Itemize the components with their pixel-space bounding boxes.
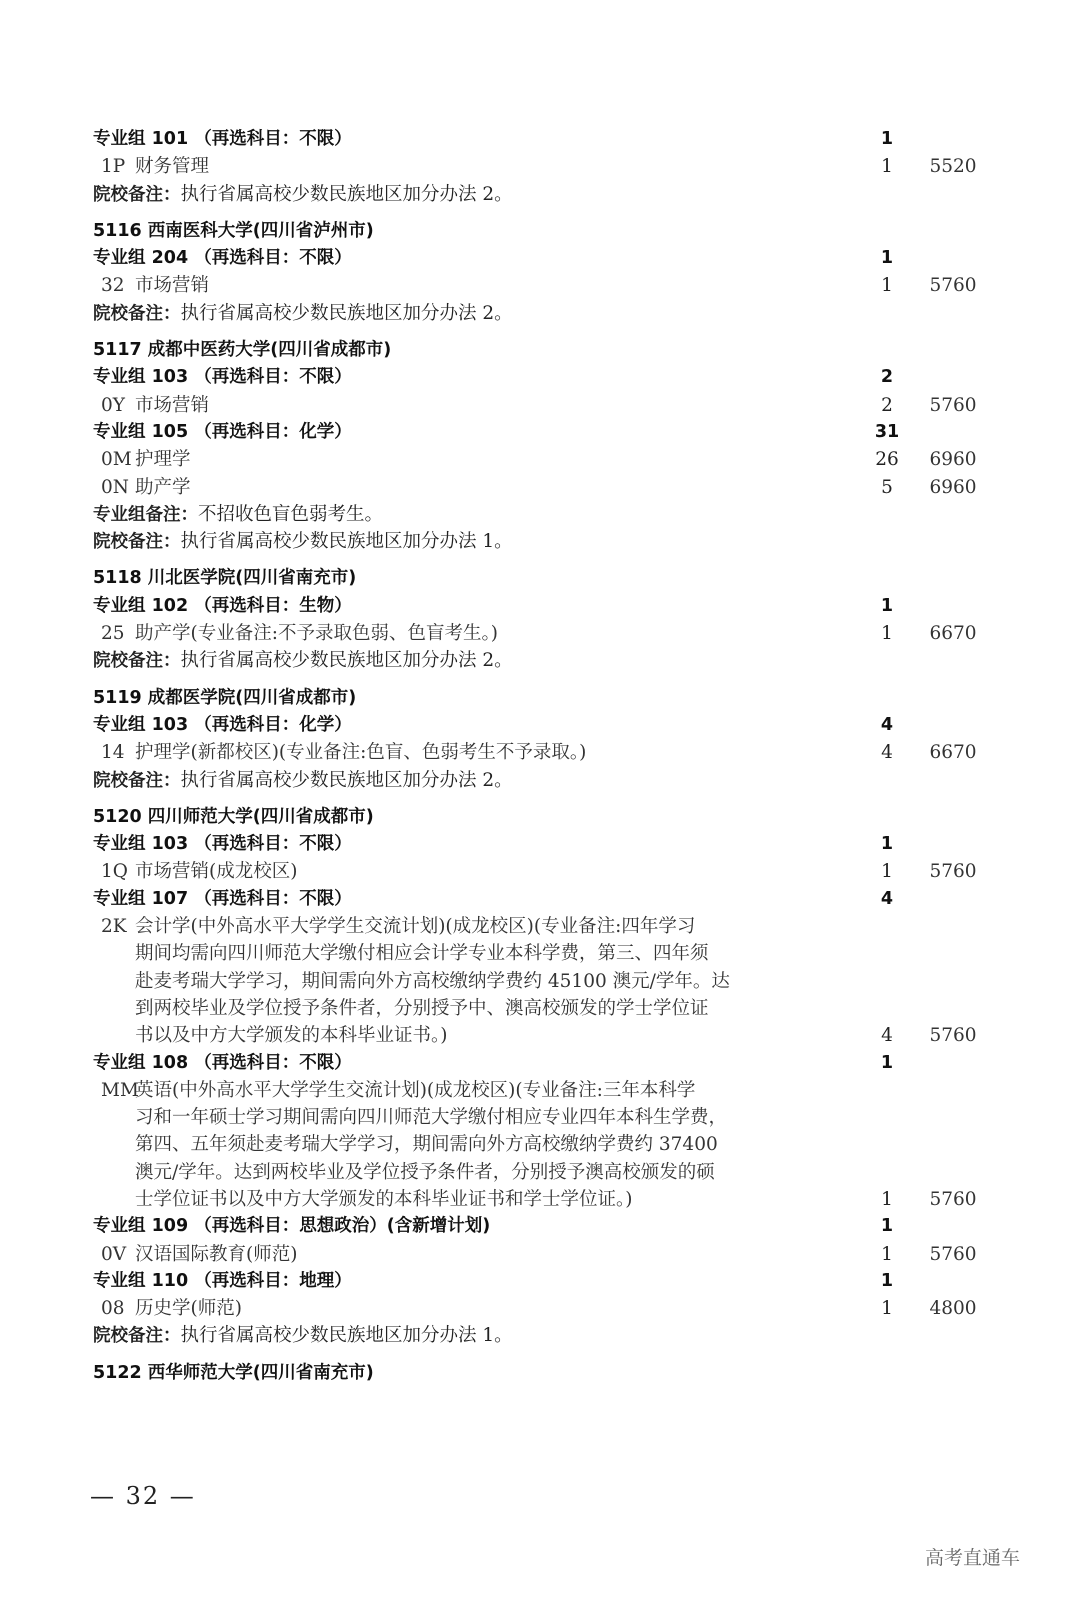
tuition-fee: 6670 — [929, 742, 977, 764]
major-row — [93, 272, 993, 299]
major-code: 14 — [101, 742, 125, 764]
group-plan-count: 4 — [880, 888, 894, 909]
group-plan-count: 1 — [880, 1270, 894, 1291]
remark-label: 院校备注： — [93, 532, 181, 553]
remark-row — [93, 528, 993, 555]
group-title: 专业组 101 （再选科目：不限） — [93, 129, 352, 149]
major-group-row — [93, 245, 993, 272]
remark-text: 执行省属高校少数民族地区加分办法 1。 — [180, 1325, 513, 1347]
major-plan-count: 4 — [881, 742, 893, 764]
major-group-row — [93, 1213, 993, 1240]
major-plan-count: 5 — [881, 476, 893, 498]
remark-label: 专业组备注： — [93, 504, 198, 525]
school-header: 5118 川北医学院(四川省南充市) — [93, 568, 357, 589]
school-header: 5117 成都中医药大学(四川省成都市) — [93, 340, 392, 361]
major-row-continuation — [93, 1131, 993, 1158]
major-row — [93, 474, 993, 501]
major-plan-count: 1 — [881, 1243, 893, 1265]
major-row-continuation — [93, 968, 993, 995]
group-title: 专业组 103 （再选科目：化学） — [93, 714, 352, 735]
major-plan-count: 1 — [881, 861, 893, 883]
major-code: 08 — [101, 1298, 125, 1320]
major-code: 32 — [101, 275, 125, 297]
remark-label: 院校备注： — [93, 651, 181, 672]
major-name-line: 士学位证书以及中方大学颁发的本科毕业证书和学士学位证。) — [135, 1188, 633, 1210]
group-plan-count: 4 — [880, 714, 894, 735]
major-row — [93, 392, 993, 419]
major-group-row — [93, 419, 993, 446]
remark-label: 院校备注： — [93, 303, 181, 324]
group-title: 专业组 103 （再选科目：不限） — [93, 834, 352, 855]
tuition-fee: 5760 — [929, 394, 977, 416]
group-title: 专业组 109 （再选科目：思想政治）(含新增计划) — [93, 1216, 491, 1237]
group-plan-count: 1 — [880, 595, 894, 616]
major-group-row — [93, 831, 993, 858]
tuition-fee: 5760 — [929, 1243, 977, 1265]
tuition-fee: 5760 — [929, 275, 977, 297]
major-name-line: 第四、五年须赴麦考瑞大学学习，期间需向外方高校缴纳学费约 37400 — [135, 1134, 718, 1156]
major-name-line: 会计学(中外高水平大学学生交流计划)(成龙校区)(专业备注:四年学习 — [135, 916, 696, 938]
group-title: 专业组 204 （再选科目：不限） — [93, 248, 352, 269]
tuition-fee: 5760 — [929, 1188, 977, 1210]
major-row-continuation — [93, 995, 993, 1022]
group-title: 专业组 108 （再选科目：不限） — [93, 1052, 352, 1073]
major-code: 1Q — [101, 861, 128, 883]
remark-label: 院校备注： — [93, 770, 181, 791]
school-header: 5116 西南医科大学(四川省泸州市) — [93, 220, 374, 241]
major-code: 2K — [101, 916, 127, 938]
major-code: MM — [101, 1079, 139, 1101]
major-name-line: 市场营销 — [135, 275, 210, 297]
major-plan-count: 1 — [881, 156, 893, 178]
major-row — [93, 858, 993, 885]
major-name-line: 澳元/学年。达到两校毕业及学位授予条件者，分别授予澳高校颁发的硕 — [135, 1161, 715, 1183]
major-name-line: 护理学 — [135, 449, 191, 471]
major-group-row — [93, 364, 993, 391]
group-title: 专业组 110 （再选科目：地理） — [93, 1270, 352, 1291]
group-plan-count: 1 — [880, 1052, 894, 1073]
school-header: 5119 成都医学院(四川省成都市) — [93, 687, 357, 708]
major-name-line: 助产学(专业备注:不予录取色弱、色盲考生。) — [135, 623, 498, 645]
major-group-row — [93, 712, 993, 739]
major-code: 0M — [101, 449, 132, 471]
tuition-fee: 4800 — [929, 1298, 977, 1320]
major-plan-count: 26 — [875, 449, 899, 471]
major-name-line: 市场营销 — [135, 394, 210, 416]
major-plan-count: 2 — [881, 394, 893, 416]
remark-row — [93, 767, 993, 794]
tuition-fee: 5760 — [929, 861, 977, 883]
page-number: — 32 — — [90, 1482, 196, 1510]
remark-row — [93, 1322, 993, 1349]
major-row — [93, 1077, 993, 1104]
major-group-row — [93, 126, 993, 153]
remark-text: 执行省属高校少数民族地区加分办法 2。 — [180, 302, 513, 324]
major-row — [93, 446, 993, 473]
major-plan-count: 1 — [881, 1298, 893, 1320]
major-row — [93, 913, 993, 940]
tuition-fee: 5520 — [929, 156, 977, 178]
major-code: 1P — [101, 156, 126, 178]
group-plan-count: 2 — [880, 367, 894, 388]
remark-text: 执行省属高校少数民族地区加分办法 1。 — [180, 531, 513, 553]
major-row-continuation — [93, 940, 993, 967]
major-name-line: 习和一年硕士学习期间需向四川师范大学缴付相应专业四年本科生学费， — [135, 1107, 728, 1129]
major-row-continuation — [93, 1104, 993, 1131]
remark-label: 院校备注： — [93, 1326, 181, 1347]
major-group-row — [93, 1268, 993, 1295]
major-code: 0V — [101, 1243, 127, 1265]
major-group-row — [93, 593, 993, 620]
group-title: 专业组 105 （再选科目：化学） — [93, 421, 352, 442]
remark-text: 执行省属高校少数民族地区加分办法 2。 — [180, 769, 513, 791]
major-row-continuation — [93, 1022, 993, 1049]
major-row — [93, 1295, 993, 1322]
major-plan-count: 1 — [881, 275, 893, 297]
remark-text: 不招收色盲色弱考生。 — [198, 503, 384, 525]
group-title: 专业组 107 （再选科目：不限） — [93, 888, 352, 909]
major-row — [93, 1241, 993, 1268]
major-group-row — [93, 1050, 993, 1077]
remark-text: 执行省属高校少数民族地区加分办法 2。 — [180, 650, 513, 672]
major-name-line: 赴麦考瑞大学学习，期间需向外方高校缴纳学费约 45100 澳元/学年。达 — [135, 970, 730, 992]
remark-row — [93, 647, 993, 674]
watermark: 高考直通车 — [925, 1547, 1021, 1569]
major-name-line: 财务管理 — [135, 156, 210, 178]
major-name-line: 英语(中外高水平大学学生交流计划)(成龙校区)(专业备注:三年本科学 — [135, 1079, 696, 1101]
tuition-fee: 6670 — [929, 623, 977, 645]
major-row — [93, 620, 993, 647]
school-header: 5122 西华师范大学(四川省南充市) — [93, 1362, 374, 1383]
major-code: 25 — [101, 623, 125, 645]
remark-row — [93, 181, 993, 208]
major-name-line: 护理学(新都校区)(专业备注:色盲、色弱考生不予录取。) — [135, 742, 587, 764]
school-header: 5120 四川师范大学(四川省成都市) — [93, 806, 374, 827]
major-name-line: 期间均需向四川师范大学缴付相应会计学专业本科学费，第三、四年须 — [135, 943, 709, 965]
major-plan-count: 4 — [881, 1025, 893, 1047]
group-plan-count: 1 — [880, 248, 894, 269]
group-plan-count: 31 — [874, 421, 900, 442]
major-code: 0N — [101, 476, 129, 498]
group-plan-count: 1 — [880, 129, 894, 149]
major-name-line: 到两校毕业及学位授予条件者，分别授予中、澳高校颁发的学士学位证 — [135, 997, 709, 1019]
major-row-continuation — [93, 1159, 993, 1186]
remark-text: 执行省属高校少数民族地区加分办法 2。 — [180, 183, 513, 205]
remark-row — [93, 501, 993, 528]
admission-plan-list — [93, 126, 993, 1387]
major-name-line: 历史学(师范) — [135, 1298, 242, 1320]
major-code: 0Y — [101, 394, 125, 416]
major-row-continuation — [93, 1186, 993, 1213]
major-name-line: 助产学 — [135, 476, 191, 498]
major-name-line: 书以及中方大学颁发的本科毕业证书。) — [135, 1025, 448, 1047]
major-group-row — [93, 886, 993, 913]
major-plan-count: 1 — [881, 1188, 893, 1210]
major-row — [93, 153, 993, 180]
group-plan-count: 1 — [880, 834, 894, 855]
group-plan-count: 1 — [880, 1216, 894, 1237]
tuition-fee: 6960 — [929, 476, 977, 498]
group-title: 专业组 102 （再选科目：生物） — [93, 595, 352, 616]
major-row — [93, 739, 993, 766]
tuition-fee: 6960 — [929, 449, 977, 471]
major-name-line: 市场营销(成龙校区) — [135, 861, 298, 883]
remark-row — [93, 300, 993, 327]
major-name-line: 汉语国际教育(师范) — [135, 1243, 298, 1265]
group-title: 专业组 103 （再选科目：不限） — [93, 367, 352, 388]
remark-label: 院校备注： — [93, 184, 181, 205]
major-plan-count: 1 — [881, 623, 893, 645]
tuition-fee: 5760 — [929, 1025, 977, 1047]
